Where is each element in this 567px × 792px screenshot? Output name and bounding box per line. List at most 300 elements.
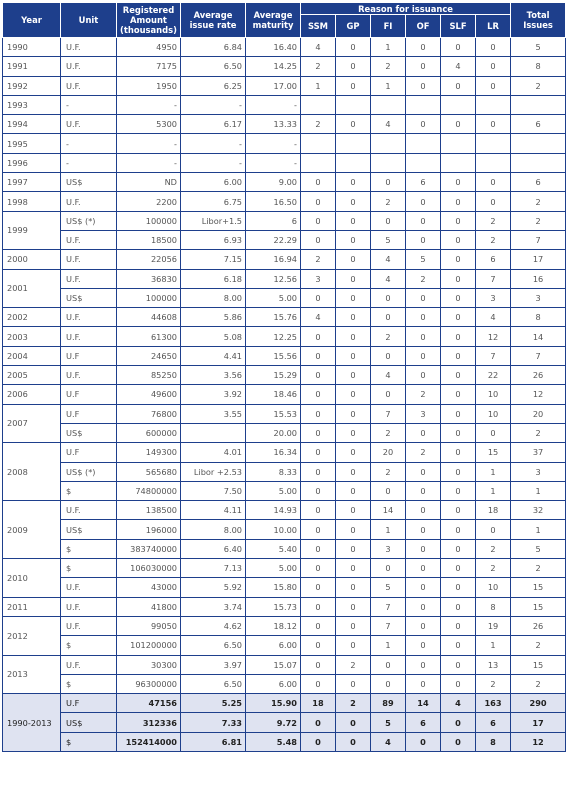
of-cell: 0 <box>406 636 441 655</box>
lr-cell: 15 <box>476 443 511 462</box>
rate-cell: 6.50 <box>181 674 246 693</box>
gp-cell: 0 <box>336 597 371 616</box>
amount-cell: 99050 <box>117 616 181 635</box>
lr-cell: 2 <box>476 674 511 693</box>
of-cell: 0 <box>406 501 441 520</box>
year-cell: 1994 <box>3 115 61 134</box>
rate-cell: 5.92 <box>181 578 246 597</box>
fi-cell: 1 <box>371 38 406 57</box>
fi-cell: 2 <box>371 423 406 442</box>
maturity-cell: 17.00 <box>246 76 301 95</box>
fi-cell: 2 <box>371 192 406 211</box>
slf-cell: 0 <box>441 616 476 635</box>
total-cell: 2 <box>511 423 566 442</box>
gp-cell: 0 <box>336 578 371 597</box>
amount-cell: 2200 <box>117 192 181 211</box>
ssm-cell: 0 <box>301 346 336 365</box>
unit-cell: U.F <box>61 404 117 423</box>
gp-cell: 0 <box>336 443 371 462</box>
gp-cell: 0 <box>336 520 371 539</box>
year-cell: 2013 <box>3 655 61 694</box>
total-period-cell: 1990-2013 <box>3 694 61 752</box>
unit-cell: - <box>61 95 117 114</box>
lr-cell: 4 <box>476 308 511 327</box>
ssm-cell <box>301 134 336 153</box>
table-row <box>3 423 566 442</box>
header-lr: LR <box>476 15 511 38</box>
rate-cell: 6.50 <box>181 636 246 655</box>
fi-cell: 0 <box>371 211 406 230</box>
total-cell: 2 <box>511 76 566 95</box>
of-cell: 0 <box>406 211 441 230</box>
rate-cell: 4.41 <box>181 346 246 365</box>
lr-cell: 2 <box>476 211 511 230</box>
amount-cell: 100000 <box>117 211 181 230</box>
total-row <box>3 694 566 713</box>
ssm-cell: 3 <box>301 269 336 288</box>
slf-cell: 0 <box>441 462 476 481</box>
total-cell: 32 <box>511 501 566 520</box>
table-row <box>3 192 566 211</box>
maturity-cell: 5.00 <box>246 559 301 578</box>
unit-cell: U.F. <box>61 501 117 520</box>
maturity-cell: 15.80 <box>246 578 301 597</box>
table-row <box>3 250 566 269</box>
header-reason-for-issuance: Reason for issuance <box>301 3 511 15</box>
total-cell: 7 <box>511 230 566 249</box>
unit-cell: U.F. <box>61 38 117 57</box>
slf-cell: 0 <box>441 115 476 134</box>
table-row <box>3 520 566 539</box>
unit-cell: U.F. <box>61 230 117 249</box>
rate-cell: Libor +2.53 <box>181 462 246 481</box>
slf-cell: 0 <box>441 732 476 751</box>
maturity-cell: 9.72 <box>246 713 301 732</box>
table-row <box>3 346 566 365</box>
ssm-cell: 0 <box>301 173 336 192</box>
amount-cell: 74800000 <box>117 481 181 500</box>
maturity-cell: 10.00 <box>246 520 301 539</box>
table-row <box>3 173 566 192</box>
table-row <box>3 559 566 578</box>
fi-cell: 5 <box>371 713 406 732</box>
lr-cell: 0 <box>476 192 511 211</box>
lr-cell: 1 <box>476 481 511 500</box>
gp-cell: 0 <box>336 732 371 751</box>
table-row <box>3 57 566 76</box>
maturity-cell: 15.29 <box>246 366 301 385</box>
fi-cell: 0 <box>371 674 406 693</box>
fi-cell: 0 <box>371 346 406 365</box>
amount-cell: 312336 <box>117 713 181 732</box>
slf-cell: 0 <box>441 423 476 442</box>
rate-cell: 6.18 <box>181 269 246 288</box>
of-cell: 0 <box>406 520 441 539</box>
slf-cell: 0 <box>441 327 476 346</box>
unit-cell: - <box>61 134 117 153</box>
slf-cell <box>441 153 476 172</box>
gp-cell: 0 <box>336 674 371 693</box>
of-cell <box>406 134 441 153</box>
amount-cell: - <box>117 134 181 153</box>
ssm-cell: 0 <box>301 192 336 211</box>
total-cell: 8 <box>511 57 566 76</box>
year-cell: 2001 <box>3 269 61 308</box>
amount-cell: 196000 <box>117 520 181 539</box>
ssm-cell: 0 <box>301 462 336 481</box>
total-cell <box>511 95 566 114</box>
amount-cell: 30300 <box>117 655 181 674</box>
amount-cell: 47156 <box>117 694 181 713</box>
table-row <box>3 269 566 288</box>
table-row <box>3 288 566 307</box>
ssm-cell: 0 <box>301 443 336 462</box>
maturity-cell: 15.53 <box>246 404 301 423</box>
of-cell: 0 <box>406 230 441 249</box>
slf-cell: 0 <box>441 288 476 307</box>
fi-cell: 1 <box>371 636 406 655</box>
table-row <box>3 404 566 423</box>
maturity-cell: 9.00 <box>246 173 301 192</box>
of-cell: 6 <box>406 713 441 732</box>
lr-cell: 2 <box>476 230 511 249</box>
ssm-cell: 0 <box>301 211 336 230</box>
maturity-cell: 16.40 <box>246 38 301 57</box>
gp-cell: 0 <box>336 308 371 327</box>
rate-cell: - <box>181 95 246 114</box>
of-cell: 0 <box>406 327 441 346</box>
header-slf: SLF <box>441 15 476 38</box>
header-gp: GP <box>336 15 371 38</box>
table-row <box>3 134 566 153</box>
ssm-cell: 0 <box>301 501 336 520</box>
fi-cell: 4 <box>371 269 406 288</box>
fi-cell: 0 <box>371 559 406 578</box>
of-cell: 3 <box>406 404 441 423</box>
lr-cell: 18 <box>476 501 511 520</box>
table-body <box>3 38 566 752</box>
gp-cell: 0 <box>336 636 371 655</box>
amount-cell: 49600 <box>117 385 181 404</box>
unit-cell: U.F <box>61 443 117 462</box>
gp-cell: 0 <box>336 404 371 423</box>
year-cell: 2005 <box>3 366 61 385</box>
ssm-cell: 18 <box>301 694 336 713</box>
amount-cell: ND <box>117 173 181 192</box>
fi-cell: 7 <box>371 616 406 635</box>
lr-cell: 10 <box>476 578 511 597</box>
lr-cell: 8 <box>476 597 511 616</box>
fi-cell: 0 <box>371 385 406 404</box>
lr-cell: 0 <box>476 115 511 134</box>
table-row <box>3 366 566 385</box>
of-cell: 0 <box>406 308 441 327</box>
gp-cell: 0 <box>336 346 371 365</box>
total-row <box>3 732 566 751</box>
year-cell: 2002 <box>3 308 61 327</box>
of-cell: 0 <box>406 38 441 57</box>
gp-cell: 0 <box>336 250 371 269</box>
amount-cell: 18500 <box>117 230 181 249</box>
amount-cell: 152414000 <box>117 732 181 751</box>
fi-cell: 4 <box>371 366 406 385</box>
ssm-cell: 0 <box>301 655 336 674</box>
year-cell: 2007 <box>3 404 61 443</box>
year-cell: 2000 <box>3 250 61 269</box>
unit-cell: $ <box>61 481 117 500</box>
total-cell: 14 <box>511 327 566 346</box>
fi-cell: 2 <box>371 327 406 346</box>
slf-cell: 4 <box>441 57 476 76</box>
gp-cell: 0 <box>336 713 371 732</box>
gp-cell: 0 <box>336 192 371 211</box>
table-row <box>3 578 566 597</box>
ssm-cell: 0 <box>301 674 336 693</box>
of-cell: 0 <box>406 655 441 674</box>
table-row <box>3 539 566 558</box>
unit-cell: US$ <box>61 423 117 442</box>
maturity-cell: 20.00 <box>246 423 301 442</box>
fi-cell <box>371 134 406 153</box>
of-cell: 0 <box>406 578 441 597</box>
ssm-cell: 0 <box>301 732 336 751</box>
gp-cell: 0 <box>336 230 371 249</box>
header-year: Year <box>3 3 61 38</box>
table-row <box>3 616 566 635</box>
rate-cell: 3.56 <box>181 366 246 385</box>
table-row <box>3 95 566 114</box>
maturity-cell: 16.94 <box>246 250 301 269</box>
total-cell: 26 <box>511 616 566 635</box>
of-cell: 0 <box>406 732 441 751</box>
maturity-cell: 15.56 <box>246 346 301 365</box>
of-cell: 6 <box>406 173 441 192</box>
rate-cell: 5.25 <box>181 694 246 713</box>
lr-cell: 22 <box>476 366 511 385</box>
header-fi: FI <box>371 15 406 38</box>
rate-cell: 4.62 <box>181 616 246 635</box>
rate-cell: 7.13 <box>181 559 246 578</box>
maturity-cell: 16.50 <box>246 192 301 211</box>
slf-cell: 0 <box>441 269 476 288</box>
lr-cell: 0 <box>476 173 511 192</box>
unit-cell: US$ <box>61 173 117 192</box>
ssm-cell: 0 <box>301 288 336 307</box>
unit-cell: $ <box>61 674 117 693</box>
slf-cell: 0 <box>441 597 476 616</box>
lr-cell: 0 <box>476 76 511 95</box>
total-cell: 3 <box>511 462 566 481</box>
amount-cell: 4950 <box>117 38 181 57</box>
rate-cell: Libor+1.5 <box>181 211 246 230</box>
total-cell: 3 <box>511 288 566 307</box>
slf-cell: 0 <box>441 76 476 95</box>
unit-cell: U.F. <box>61 578 117 597</box>
of-cell: 0 <box>406 366 441 385</box>
year-cell: 2009 <box>3 501 61 559</box>
unit-cell: $ <box>61 559 117 578</box>
total-cell: 26 <box>511 366 566 385</box>
amount-cell: 41800 <box>117 597 181 616</box>
slf-cell: 0 <box>441 559 476 578</box>
of-cell: 0 <box>406 597 441 616</box>
header-ssm: SSM <box>301 15 336 38</box>
of-cell: 0 <box>406 462 441 481</box>
maturity-cell: 5.48 <box>246 732 301 751</box>
gp-cell: 0 <box>336 559 371 578</box>
of-cell: 0 <box>406 57 441 76</box>
maturity-cell: 15.07 <box>246 655 301 674</box>
fi-cell: 20 <box>371 443 406 462</box>
rate-cell <box>181 423 246 442</box>
ssm-cell: 4 <box>301 38 336 57</box>
unit-cell: U.F. <box>61 655 117 674</box>
gp-cell: 0 <box>336 57 371 76</box>
rate-cell: 3.92 <box>181 385 246 404</box>
of-cell: 0 <box>406 539 441 558</box>
header-registered-amount: Registered Amount (thousands) <box>117 3 181 38</box>
total-cell: 5 <box>511 38 566 57</box>
unit-cell: U.F. <box>61 616 117 635</box>
total-cell: 5 <box>511 539 566 558</box>
gp-cell: 0 <box>336 423 371 442</box>
fi-cell: 7 <box>371 597 406 616</box>
gp-cell: 0 <box>336 288 371 307</box>
lr-cell: 6 <box>476 250 511 269</box>
amount-cell: 600000 <box>117 423 181 442</box>
lr-cell: 3 <box>476 288 511 307</box>
rate-cell: 6.93 <box>181 230 246 249</box>
of-cell: 0 <box>406 423 441 442</box>
maturity-cell: 5.00 <box>246 288 301 307</box>
fi-cell <box>371 153 406 172</box>
amount-cell: - <box>117 153 181 172</box>
year-cell: 2006 <box>3 385 61 404</box>
table-row <box>3 385 566 404</box>
table-row <box>3 230 566 249</box>
slf-cell: 0 <box>441 674 476 693</box>
fi-cell: 1 <box>371 76 406 95</box>
total-cell: 15 <box>511 597 566 616</box>
total-cell <box>511 153 566 172</box>
gp-cell: 2 <box>336 655 371 674</box>
amount-cell: 76800 <box>117 404 181 423</box>
table-row <box>3 636 566 655</box>
rate-cell: 6.25 <box>181 76 246 95</box>
maturity-cell: 15.76 <box>246 308 301 327</box>
gp-cell: 0 <box>336 173 371 192</box>
unit-cell: $ <box>61 636 117 655</box>
fi-cell: 0 <box>371 655 406 674</box>
gp-cell: 0 <box>336 539 371 558</box>
unit-cell: U.F <box>61 385 117 404</box>
slf-cell: 0 <box>441 713 476 732</box>
amount-cell: 44608 <box>117 308 181 327</box>
total-cell: 15 <box>511 655 566 674</box>
maturity-cell: 22.29 <box>246 230 301 249</box>
rate-cell: 6.40 <box>181 539 246 558</box>
year-cell: 1996 <box>3 153 61 172</box>
year-cell: 1999 <box>3 211 61 250</box>
of-cell: 0 <box>406 115 441 134</box>
maturity-cell: 8.33 <box>246 462 301 481</box>
unit-cell: US$ <box>61 288 117 307</box>
gp-cell: 0 <box>336 501 371 520</box>
rate-cell: 3.74 <box>181 597 246 616</box>
lr-cell: 0 <box>476 423 511 442</box>
rate-cell: 6.17 <box>181 115 246 134</box>
total-cell: 2 <box>511 674 566 693</box>
total-cell: 2 <box>511 636 566 655</box>
total-cell: 17 <box>511 250 566 269</box>
amount-cell: 149300 <box>117 443 181 462</box>
amount-cell: 106030000 <box>117 559 181 578</box>
maturity-cell: 6.00 <box>246 674 301 693</box>
total-cell: 8 <box>511 308 566 327</box>
rate-cell: 3.97 <box>181 655 246 674</box>
total-cell: 290 <box>511 694 566 713</box>
fi-cell: 3 <box>371 539 406 558</box>
lr-cell <box>476 153 511 172</box>
fi-cell: 5 <box>371 230 406 249</box>
gp-cell: 0 <box>336 211 371 230</box>
slf-cell: 0 <box>441 230 476 249</box>
ssm-cell: 0 <box>301 578 336 597</box>
slf-cell: 4 <box>441 694 476 713</box>
gp-cell: 0 <box>336 115 371 134</box>
slf-cell: 0 <box>441 38 476 57</box>
unit-cell: U.F <box>61 694 117 713</box>
lr-cell: 12 <box>476 327 511 346</box>
ssm-cell: 0 <box>301 385 336 404</box>
of-cell: 2 <box>406 269 441 288</box>
year-cell: 1993 <box>3 95 61 114</box>
ssm-cell <box>301 153 336 172</box>
unit-cell: U.F. <box>61 327 117 346</box>
header-total-issues: Total Issues <box>511 3 566 38</box>
lr-cell: 1 <box>476 462 511 481</box>
unit-cell: U.F. <box>61 269 117 288</box>
slf-cell: 0 <box>441 636 476 655</box>
rate-cell: 6.50 <box>181 57 246 76</box>
rate-cell: 7.15 <box>181 250 246 269</box>
year-cell: 1997 <box>3 173 61 192</box>
rate-cell: 3.55 <box>181 404 246 423</box>
total-cell: 2 <box>511 192 566 211</box>
rate-cell: - <box>181 153 246 172</box>
rate-cell: 4.11 <box>181 501 246 520</box>
unit-cell: U.F. <box>61 115 117 134</box>
total-cell: 12 <box>511 732 566 751</box>
year-cell: 2008 <box>3 443 61 501</box>
table-row <box>3 211 566 230</box>
amount-cell: 100000 <box>117 288 181 307</box>
issuance-table-container <box>2 2 565 752</box>
maturity-cell: 13.33 <box>246 115 301 134</box>
amount-cell: 7175 <box>117 57 181 76</box>
slf-cell: 0 <box>441 578 476 597</box>
unit-cell: U.F. <box>61 57 117 76</box>
amount-cell: 96300000 <box>117 674 181 693</box>
total-cell: 17 <box>511 713 566 732</box>
lr-cell <box>476 134 511 153</box>
amount-cell: 43000 <box>117 578 181 597</box>
lr-cell: 0 <box>476 57 511 76</box>
of-cell: 0 <box>406 346 441 365</box>
amount-cell: 1950 <box>117 76 181 95</box>
fi-cell: 2 <box>371 462 406 481</box>
of-cell: 0 <box>406 76 441 95</box>
